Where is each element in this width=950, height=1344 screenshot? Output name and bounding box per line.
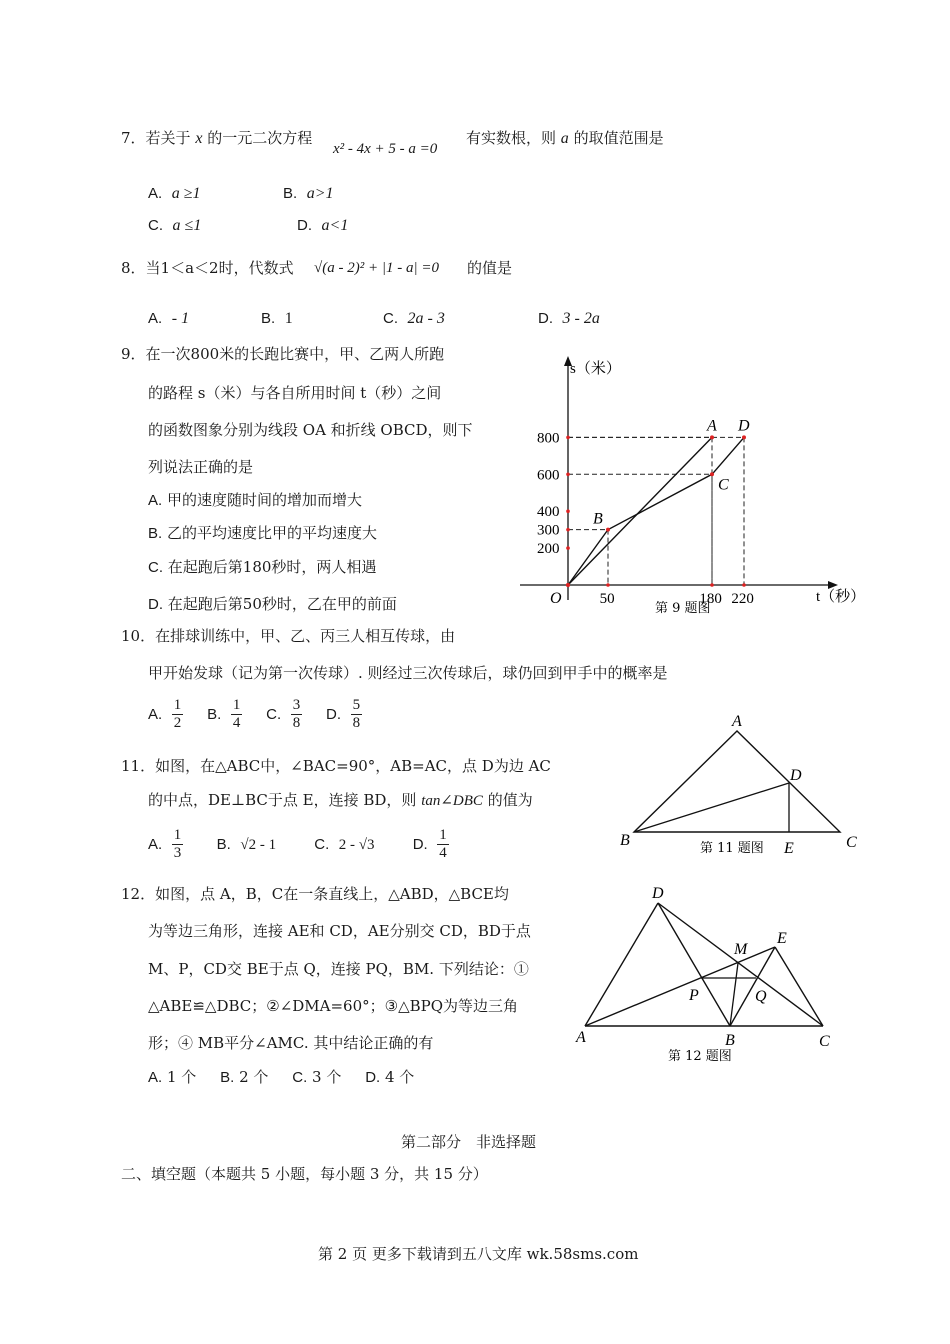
option-value: 乙的平均速度比甲的平均速度大 — [166, 524, 377, 542]
segment-bd — [634, 783, 789, 832]
option-value: 2a - 3 — [407, 310, 445, 327]
series-0-point-1 — [710, 435, 714, 439]
q9-option-d[interactable] — [148, 595, 397, 614]
y-tick-label-2: 400 — [537, 504, 560, 521]
denominator: 4 — [439, 845, 447, 862]
option-label: C. — [148, 217, 163, 234]
y-tick-mark-0 — [566, 546, 570, 550]
q7-option-b[interactable] — [283, 184, 334, 203]
point-a-label: A — [732, 713, 742, 730]
x-axis-arrow — [828, 581, 838, 589]
segment-ec — [775, 947, 823, 1026]
q9-line-4: 列说法正确的是 — [148, 458, 254, 476]
fraction — [172, 697, 184, 733]
option-label: B. — [207, 705, 222, 723]
x-axis-label: t（秒） — [816, 589, 866, 605]
option-label: D. — [326, 705, 342, 723]
option-label: B. — [220, 1069, 235, 1086]
q10-option-c[interactable] — [266, 697, 302, 732]
point-label-c: C — [718, 476, 729, 494]
option-value: a ≤1 — [172, 217, 202, 234]
option-label: C. — [148, 559, 163, 576]
option-label: D. — [365, 1069, 381, 1086]
q9-line-1 — [121, 345, 444, 363]
q7-text-a: 若关于 — [145, 129, 191, 147]
q7-var-x: x — [195, 130, 203, 147]
q8-text-b: 的值是 — [467, 259, 513, 277]
part2-section-heading: 二、填空题（本题共 5 小题，每小题 3 分，共 15 分） — [121, 1165, 488, 1183]
option-label: A. — [148, 185, 163, 202]
point-b-label: B — [725, 1032, 735, 1049]
q10-line-1 — [121, 627, 455, 645]
q11-line-2a: 的中点，DE⊥BC于点 E，连接 BD，则 — [148, 791, 417, 809]
q8-option-a[interactable] — [148, 309, 189, 328]
point-b-label: B — [620, 832, 630, 849]
q10-option-b[interactable] — [207, 697, 242, 732]
q9-option-c[interactable] — [148, 558, 376, 577]
option-label: C. — [266, 705, 282, 723]
segment-db — [658, 903, 730, 1026]
y-tick-label-1: 300 — [537, 522, 560, 539]
q12-line-4: △ABE≌△DBC；②∠DMA=60°；③△BPQ为等边三角 — [148, 997, 519, 1015]
q11-option-b[interactable] — [217, 835, 276, 853]
q12-option-b[interactable] — [220, 1068, 268, 1086]
series-1-point-1 — [606, 528, 610, 532]
option-label: A. — [148, 492, 163, 509]
q11-option-d[interactable] — [412, 827, 449, 862]
q9-line-text: 在一次800米的长跑比赛中，甲、乙两人所跑 — [145, 345, 445, 363]
q12-triangles-figure — [570, 880, 840, 1065]
option-label: B. — [148, 525, 163, 542]
option-value: 3 - 2a — [562, 310, 600, 327]
q12-option-a[interactable] — [148, 1068, 196, 1086]
option-label: A. — [148, 705, 163, 723]
segment-be — [730, 947, 775, 1026]
q12-options — [148, 1068, 414, 1087]
option-value: a ≥1 — [171, 185, 201, 202]
option-value: 在起跑后第50秒时，乙在甲的前面 — [167, 595, 397, 613]
series-1-point-3 — [742, 435, 746, 439]
option-label: D. — [412, 835, 428, 853]
q10-number: 10． — [121, 627, 156, 645]
q11-line-2 — [148, 791, 533, 810]
numerator: 1 — [231, 697, 243, 715]
y-tick-label-4: 800 — [537, 430, 560, 447]
q7-text — [121, 129, 312, 148]
y-tick-mark-1 — [566, 528, 570, 532]
triangle-abc — [634, 731, 840, 832]
point-d-label: D — [652, 885, 664, 902]
option-value: 1 — [284, 310, 293, 327]
option-label: B. — [216, 835, 231, 853]
option-value: 4 个 — [384, 1068, 415, 1086]
q12-option-d[interactable] — [365, 1068, 414, 1086]
q10-option-d[interactable] — [326, 697, 362, 732]
q9-line-3: 的函数图象分别为线段 OA 和折线 OBCD，则下 — [148, 421, 473, 439]
y-tick-label-3: 600 — [537, 467, 560, 484]
numerator: 3 — [291, 697, 303, 715]
x-tick-label-1: 180 — [699, 591, 722, 607]
q9-function-graph — [510, 350, 880, 620]
q8-option-b[interactable] — [261, 309, 293, 328]
q11-tan-expr: tan∠DBC — [421, 793, 483, 809]
numerator: 5 — [351, 697, 363, 715]
numerator: 1 — [437, 827, 449, 845]
q7-equation: x² - 4x + 5 - a =0 — [333, 141, 438, 157]
series-1-point-2 — [710, 472, 714, 476]
q10-options — [148, 697, 362, 733]
q12-caption: 第 12 题图 — [668, 1049, 732, 1064]
y-tick-mark-3 — [566, 473, 570, 477]
q12-line-1 — [121, 885, 509, 903]
q9-option-b[interactable] — [148, 524, 377, 543]
segment-bm — [730, 963, 738, 1026]
x-tick-mark-1 — [710, 583, 714, 587]
q11-triangle-figure — [612, 708, 867, 860]
q12-line-2: 为等边三角形，连接 AE和 CD，AE分别交 CD，BD于点 — [148, 922, 531, 940]
q8-option-c[interactable] — [383, 309, 445, 328]
option-label: B. — [261, 310, 276, 327]
q11-line-1 — [121, 757, 551, 775]
option-label: D. — [297, 217, 312, 234]
point-label-a: A — [707, 417, 717, 435]
q9-line-2: 的路程 s（米）与各自所用时间 t（秒）之间 — [148, 384, 442, 402]
option-label: C. — [292, 1069, 308, 1086]
fraction — [351, 697, 363, 733]
fraction — [437, 827, 449, 863]
option-value: 1 个 — [166, 1068, 197, 1086]
q7-text-c: 有实数根，则 — [466, 129, 557, 147]
point-c-label: C — [846, 834, 857, 851]
q10-line-text: 在排球训练中，甲、乙、丙三人相互传球，由 — [155, 627, 456, 645]
denominator: 8 — [292, 715, 301, 732]
option-value: 甲的速度随时间的增加而增大 — [166, 491, 362, 509]
option-value: a<1 — [321, 217, 349, 234]
q8-text — [121, 259, 294, 277]
q9-number: 9． — [121, 345, 146, 363]
option-value: - 1 — [171, 310, 190, 327]
q11-options — [148, 827, 449, 863]
option-label: A. — [148, 310, 163, 327]
y-tick-label-0: 200 — [537, 541, 560, 558]
denominator: 3 — [173, 845, 182, 862]
q9-caption: 第 9 题图 — [655, 601, 711, 616]
fraction — [231, 697, 243, 733]
segment-ae — [585, 947, 775, 1026]
point-a-label: A — [576, 1029, 586, 1046]
denominator: 2 — [173, 715, 182, 732]
denominator: 8 — [352, 715, 361, 732]
q7-option-d[interactable] — [297, 216, 348, 235]
q8-option-d[interactable] — [538, 309, 600, 328]
option-value: 2 个 — [239, 1068, 269, 1086]
option-value: 在起跑后第180秒时，两人相遇 — [167, 558, 377, 576]
q11-line-2b: 的值为 — [487, 791, 533, 809]
point-label-d: D — [738, 417, 750, 435]
q7-var-a: a — [560, 130, 569, 147]
q7-option-c[interactable] — [148, 216, 201, 235]
fraction — [291, 697, 303, 733]
option-value: a>1 — [306, 185, 334, 202]
q8-number: 8． — [121, 259, 146, 277]
q12-line-3: M、P，CD交 BE于点 Q，连接 PQ，BM. 下列结论：① — [148, 960, 529, 978]
option-label: A. — [148, 835, 163, 853]
q12-line-5: 形；④ MB平分∠AMC. 其中结论正确的有 — [148, 1034, 434, 1052]
option-label: D. — [538, 310, 553, 327]
denominator: 4 — [232, 715, 241, 732]
y-tick-mark-2 — [566, 509, 570, 513]
q11-option-a[interactable] — [148, 827, 183, 862]
option-value: 3 个 — [312, 1068, 342, 1086]
q7-text-tail — [466, 129, 664, 148]
option-label: C. — [314, 835, 330, 853]
x-tick-mark-2 — [742, 583, 746, 587]
q11-option-c[interactable] — [314, 835, 374, 853]
series-line-0 — [568, 437, 712, 585]
q8-expression: √(a - 2)² + |1 - a| =0 — [314, 260, 439, 276]
point-e-label: E — [777, 930, 787, 947]
point-label-b: B — [593, 510, 603, 528]
q12-number: 12． — [121, 885, 156, 903]
q11-caption: 第 11 题图 — [700, 841, 764, 856]
point-p-label: P — [689, 987, 699, 1004]
q10-line-2: 甲开始发球（记为第一次传球）. 则经过三次传球后，球仍回到甲手中的概率是 — [148, 664, 668, 682]
option-value: √2 - 1 — [240, 836, 277, 853]
x-tick-label-0: 50 — [599, 591, 615, 607]
q7-text-d: 的取值范围是 — [573, 129, 664, 147]
q8-text-a: 当1＜a＜2时，代数式 — [145, 259, 294, 277]
y-axis-label: s（米） — [570, 361, 621, 377]
segment-ad — [585, 903, 658, 1026]
q11-line-text: 如图，在△ABC中，∠BAC=90°，AB=AC，点 D为边 AC — [155, 757, 551, 775]
origin-label: O — [550, 590, 562, 607]
fraction — [172, 827, 184, 863]
q12-option-c[interactable] — [292, 1068, 341, 1086]
option-value: 2 - √3 — [338, 836, 375, 853]
q9-option-a[interactable] — [148, 491, 362, 510]
point-m-label: M — [734, 941, 748, 958]
point-q-label: Q — [755, 988, 767, 1005]
option-label: C. — [383, 310, 398, 327]
option-label: A. — [148, 1069, 163, 1086]
q12-line-text: 如图，点 A，B，C在一条直线上，△ABD，△BCE均 — [155, 885, 509, 903]
option-label: B. — [283, 185, 298, 202]
point-d-label: D — [790, 767, 802, 784]
page-footer: 第 2 页 更多下载请到五八文库 wk.58sms.com — [318, 1245, 639, 1263]
q7-number: 7． — [121, 129, 146, 147]
q7-option-a[interactable] — [148, 184, 201, 203]
x-tick-label-2: 220 — [731, 591, 754, 607]
option-label: D. — [148, 596, 163, 613]
numerator: 1 — [172, 827, 184, 845]
y-tick-mark-4 — [566, 436, 570, 440]
point-e-label: E — [784, 840, 794, 857]
x-tick-mark-0 — [606, 583, 610, 587]
point-c-label: C — [819, 1033, 830, 1050]
q11-number: 11． — [121, 757, 156, 775]
part2-title: 第二部分 非选择题 — [401, 1133, 537, 1151]
q7-text-b: 的一元二次方程 — [207, 129, 313, 147]
numerator: 1 — [172, 697, 184, 715]
q10-option-a[interactable] — [148, 697, 183, 732]
series-1-point-0 — [566, 583, 570, 587]
